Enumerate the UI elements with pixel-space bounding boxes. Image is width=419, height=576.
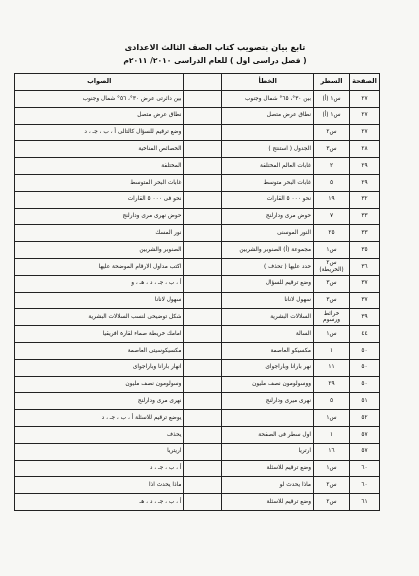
cell-correct: نهرى مرى ودارلنج bbox=[15, 393, 184, 410]
cell-correct: الصنوبر والشربين bbox=[15, 242, 184, 259]
cell-page: ٣٣ bbox=[350, 208, 380, 225]
cell-extra bbox=[184, 91, 222, 108]
cell-correct: انهار بارانا وباراجواى bbox=[15, 359, 184, 376]
cell-correct: يحذف bbox=[15, 426, 184, 443]
cell-extra bbox=[184, 309, 222, 326]
cell-extra bbox=[184, 410, 222, 427]
cell-line: ١٩ bbox=[314, 191, 350, 208]
table-row bbox=[15, 292, 380, 309]
cell-page: ٢٧ bbox=[350, 91, 380, 108]
cell-extra bbox=[184, 292, 222, 309]
table-row bbox=[15, 376, 380, 393]
cell-correct: المختلفة bbox=[15, 158, 184, 175]
cell-error: وضع ترقيم للاسئلة bbox=[222, 494, 314, 511]
cell-correct: الخصائص المناخية bbox=[15, 141, 184, 158]
cell-line: س١ bbox=[314, 326, 350, 343]
cell-extra bbox=[184, 393, 222, 410]
table-row bbox=[15, 342, 380, 359]
table-row bbox=[15, 426, 380, 443]
cell-page: ٣٣ bbox=[350, 225, 380, 242]
cell-extra bbox=[184, 141, 222, 158]
cell-error: سهول لانانا bbox=[222, 292, 314, 309]
cell-page: ٦١ bbox=[350, 494, 380, 511]
cell-page: ٥١ bbox=[350, 393, 380, 410]
table-row bbox=[15, 275, 380, 292]
column-header-correct: الصواب bbox=[15, 74, 184, 91]
cell-page: ٤٤ bbox=[350, 326, 380, 343]
cell-error: نطاق عرض متصل bbox=[222, 107, 314, 124]
cell-page: ٥٠ bbox=[350, 376, 380, 393]
cell-error: غابات البحر متوسط bbox=[222, 174, 314, 191]
cell-page: ٢٩ bbox=[350, 158, 380, 175]
table-row bbox=[15, 359, 380, 376]
table-row bbox=[15, 393, 380, 410]
table-body bbox=[15, 91, 380, 511]
table-row bbox=[15, 158, 380, 175]
cell-line: ١ bbox=[314, 342, 350, 359]
cell-correct: أ ، ب ، جـ ، د ، هـ ، و bbox=[15, 275, 184, 292]
table-row bbox=[15, 174, 380, 191]
cell-correct: نور المسك bbox=[15, 225, 184, 242]
table-row bbox=[15, 309, 380, 326]
cell-line: ٧ bbox=[314, 208, 350, 225]
cell-error: بين ٣٠°، ٦٥° شمال وجنوب bbox=[222, 91, 314, 108]
table-row bbox=[15, 443, 380, 460]
cell-error bbox=[222, 124, 314, 141]
cell-error bbox=[222, 410, 314, 427]
cell-extra bbox=[184, 208, 222, 225]
cell-page: ٢٧ bbox=[350, 107, 380, 124]
cell-error: اول سطر فى الصفحة bbox=[222, 426, 314, 443]
cell-page: ٥٧ bbox=[350, 443, 380, 460]
cell-correct: حوض نهرى مرى ودارلنج bbox=[15, 208, 184, 225]
cell-page: ٣٦ bbox=[350, 258, 380, 275]
cell-page: ٥٠ bbox=[350, 342, 380, 359]
cell-line: ١٦ bbox=[314, 443, 350, 460]
cell-page: ٦٠ bbox=[350, 460, 380, 477]
cell-correct: وسولومون نصف مليون bbox=[15, 376, 184, 393]
cell-error: نهرى ميرى ودارلنج bbox=[222, 393, 314, 410]
cell-error: ماذا يحدث لو bbox=[222, 477, 314, 494]
cell-correct: وضع ترقيم للسؤال كالتالى أ ، ب ، جـ ، د bbox=[15, 124, 184, 141]
cell-line: س٣ bbox=[314, 292, 350, 309]
cell-line: س٢ bbox=[314, 124, 350, 141]
cell-line: س٣ bbox=[314, 275, 350, 292]
cell-error: حوض مرى ودارلنج bbox=[222, 208, 314, 225]
table-row bbox=[15, 258, 380, 275]
cell-correct: بين دائرتى عرض ٣٠°، ٥٦° شمال وجنوب bbox=[15, 91, 184, 108]
cell-extra bbox=[184, 174, 222, 191]
cell-error: النور الموسنى bbox=[222, 225, 314, 242]
cell-page: ٣٩ bbox=[350, 309, 380, 326]
cell-line: ١ bbox=[314, 426, 350, 443]
cell-extra bbox=[184, 191, 222, 208]
cell-extra bbox=[184, 342, 222, 359]
cell-error: نحو ٠٠٠ ٥ القارات bbox=[222, 191, 314, 208]
cell-line: ٥ bbox=[314, 393, 350, 410]
cell-correct: أ ، ب ، جـ ، د ، هـ bbox=[15, 494, 184, 511]
cell-page: ٥٢ bbox=[350, 410, 380, 427]
cell-line: ١١ bbox=[314, 359, 350, 376]
table-row bbox=[15, 208, 380, 225]
cell-line: ٢٥ bbox=[314, 225, 350, 242]
cell-error: حدد عليها ( تحذف ) bbox=[222, 258, 314, 275]
cell-extra bbox=[184, 443, 222, 460]
cell-extra bbox=[184, 426, 222, 443]
cell-error: السلالات البشرية bbox=[222, 309, 314, 326]
cell-extra bbox=[184, 376, 222, 393]
cell-line: خرائط ورسوم bbox=[314, 309, 350, 326]
cell-error: مجموعة (أ) الصنوبر والشربين bbox=[222, 242, 314, 259]
cell-correct: مكسيكوسيتى العاصمة bbox=[15, 342, 184, 359]
cell-extra bbox=[184, 225, 222, 242]
cell-page: ٣٥ bbox=[350, 242, 380, 259]
cell-page: ٦٠ bbox=[350, 477, 380, 494]
cell-extra bbox=[184, 359, 222, 376]
cell-extra bbox=[184, 158, 222, 175]
cell-page: ٣٧ bbox=[350, 292, 380, 309]
cell-page: ٥٠ bbox=[350, 359, 380, 376]
cell-correct: ماذا يحدث اذا bbox=[15, 477, 184, 494]
column-header-page: الصفحة bbox=[350, 74, 380, 91]
cell-line: س١ (أ) bbox=[314, 107, 350, 124]
cell-page: ٣٢ bbox=[350, 191, 380, 208]
cell-error: السالة bbox=[222, 326, 314, 343]
table-row bbox=[15, 91, 380, 108]
cell-line: س٢ bbox=[314, 477, 350, 494]
cell-line: س١ bbox=[314, 460, 350, 477]
cell-correct: اريتريا bbox=[15, 443, 184, 460]
cell-extra bbox=[184, 460, 222, 477]
cell-error: غابات العالم المختلفة bbox=[222, 158, 314, 175]
cell-error: نهر بارانا وباراجواى bbox=[222, 359, 314, 376]
cell-error: وضع ترقيم للاسئلة bbox=[222, 460, 314, 477]
cell-correct: شكل توضيحى لنسب السلالات البشرية bbox=[15, 309, 184, 326]
cell-line: س١ bbox=[314, 410, 350, 427]
cell-extra bbox=[184, 477, 222, 494]
cell-correct: نطاق عرض متصل bbox=[15, 107, 184, 124]
cell-page: ٥٧ bbox=[350, 426, 380, 443]
column-header-line: السطر bbox=[314, 74, 350, 91]
cell-line: ٥ bbox=[314, 174, 350, 191]
cell-correct: غابات البحر المتوسط bbox=[15, 174, 184, 191]
table-header-row bbox=[15, 74, 380, 91]
table-row bbox=[15, 225, 380, 242]
corrections-table bbox=[14, 73, 380, 511]
cell-extra bbox=[184, 242, 222, 259]
column-header-error: الخطأ bbox=[222, 74, 314, 91]
cell-line: ٢ bbox=[314, 158, 350, 175]
cell-extra bbox=[184, 494, 222, 511]
cell-page: ٢٧ bbox=[350, 124, 380, 141]
cell-error: وضع ترقيم للسؤال bbox=[222, 275, 314, 292]
cell-error: الجدول ( استنتج ) bbox=[222, 141, 314, 158]
table-row bbox=[15, 477, 380, 494]
table-row bbox=[15, 141, 380, 158]
cell-correct: اكتب مداول الارقام الموضحة عليها bbox=[15, 258, 184, 275]
table-row bbox=[15, 191, 380, 208]
table-row bbox=[15, 494, 380, 511]
table-row bbox=[15, 410, 380, 427]
cell-page: ٢٨ bbox=[350, 141, 380, 158]
cell-page: ٢٩ bbox=[350, 174, 380, 191]
cell-correct: سهول لانانا bbox=[15, 292, 184, 309]
table-row bbox=[15, 326, 380, 343]
cell-line: س١ bbox=[314, 242, 350, 259]
column-header-extra bbox=[184, 74, 222, 91]
cell-correct: يوضع ترقيم للاسئلة أ ، ب ، جـ ، د bbox=[15, 410, 184, 427]
cell-extra bbox=[184, 326, 222, 343]
cell-error: ارتريا bbox=[222, 443, 314, 460]
cell-error: مكسيكو العاصمة bbox=[222, 342, 314, 359]
cell-line: س١ (أ) bbox=[314, 91, 350, 108]
table-row bbox=[15, 107, 380, 124]
cell-correct: أ ، ب ، جـ ، د bbox=[15, 460, 184, 477]
cell-line: س٣ bbox=[314, 141, 350, 158]
cell-page: ٣٧ bbox=[350, 275, 380, 292]
table-row bbox=[15, 124, 380, 141]
table-row bbox=[15, 460, 380, 477]
cell-line: ٢٩ bbox=[314, 376, 350, 393]
cell-extra bbox=[184, 107, 222, 124]
cell-line: س٢ (الخريطة) bbox=[314, 258, 350, 275]
cell-extra bbox=[184, 275, 222, 292]
cell-extra bbox=[184, 258, 222, 275]
cell-error: ووسولومون نصف مليون bbox=[222, 376, 314, 393]
document-subtitle: ( فصل دراسى اول ) للعام الدراسى ٢٠١٠/ ٢٠١١م bbox=[123, 56, 307, 65]
cell-line: س٢ bbox=[314, 494, 350, 511]
cell-correct: نحو فى ٠٠٠ ٥ القارات bbox=[15, 191, 184, 208]
document-title: تابع بيان بتصويب كتاب الصف الثالث الاعدادى bbox=[124, 42, 306, 52]
cell-correct: امامك خريطة صماء لقارة افريقيا bbox=[15, 326, 184, 343]
table-row bbox=[15, 242, 380, 259]
cell-extra bbox=[184, 124, 222, 141]
